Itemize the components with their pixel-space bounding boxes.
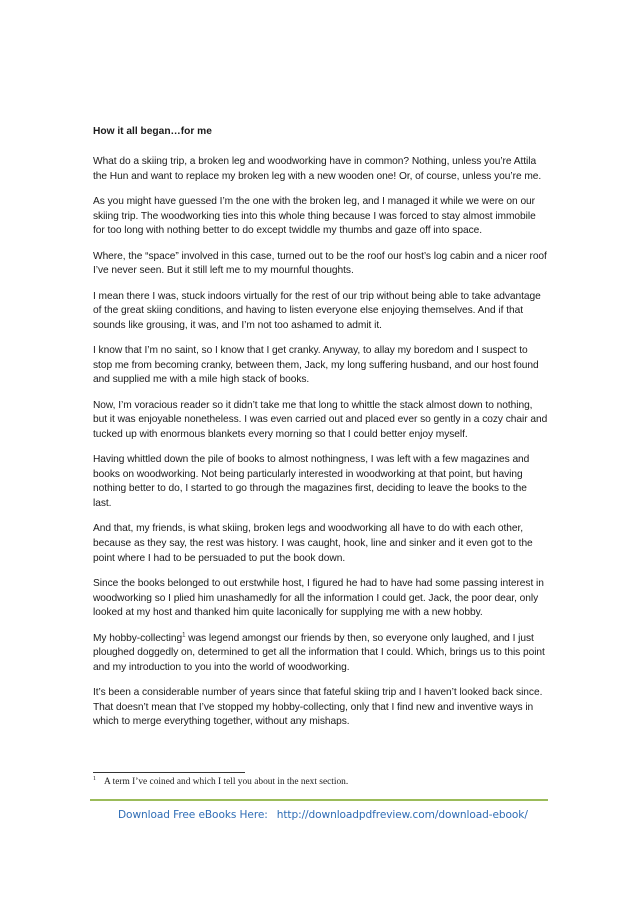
paragraph-text: was legend amongst our friends by then, so everyone only laughed, and I just ploughed doggedly on, determined to get all the information that I could. Which, brings us to this point and my introduction to you into the world of woodworking. <box>93 632 545 673</box>
footnote-mark: 1 <box>93 775 96 782</box>
document-body <box>93 125 548 730</box>
paragraph: As you might have guessed I’m the one with the broken leg, and I managed it while we were on our skiing trip. The woodworking ties into this whole thing because I was forced to stay almost immobile for too long with nothing better to do except twiddle my thumbs and gaze off into space. <box>93 195 536 237</box>
paragraph-text: My hobby-collecting <box>93 632 183 644</box>
footer-label: Download Free eBooks Here: <box>118 809 268 821</box>
footnote-separator <box>93 772 245 773</box>
footer <box>118 809 528 821</box>
paragraph: Now, I’m voracious reader so it didn’t take me that long to whittle the stack almost down to nothing, but it was enjoyable nonetheless. I was even carried out and placed ever so gently in a cozy chair and tucked up with enormous blankets every morning so that I could better enjoy myself. <box>93 399 548 440</box>
footnote <box>93 777 348 787</box>
footnote-text: A term I’ve coined and which I tell you about in the next section. <box>104 777 349 787</box>
paragraph-with-footnote <box>93 632 548 676</box>
footnote-reference[interactable]: 1 <box>182 632 186 639</box>
paragraph: And that, my friends, is what skiing, broken legs and woodworking all have to do with each other, because as they say, the rest was history. I was caught, hook, line and sinker and it even got to the point where I had to be persuaded to put the book down. <box>93 523 533 564</box>
footer-link[interactable]: http://downloadpdfreview.com/download-ebook/ <box>276 809 528 821</box>
footer-divider <box>90 799 548 801</box>
paragraph: It’s been a considerable number of years since that fateful skiing trip and I haven’t looked back since. That doesn’t mean that I’ve stopped my hobby-collecting, only that I find new and inventive ways in which to merge everything together, without any mishaps. <box>93 687 543 728</box>
paragraph: What do a skiing trip, a broken leg and woodworking have in common? Nothing, unless you’re Attila the Hun and want to replace my broken leg with a new wooden one! Or, of course, unless you’re me. <box>93 156 542 182</box>
paragraph: I mean there I was, stuck indoors virtually for the rest of our trip without being able to take advantage of the great skiing conditions, and having to listen everyone else enjoying themselves. And if that sounds like grousing, it was, and I’m not too ashamed to admit it. <box>93 290 541 331</box>
paragraph: Having whittled down the pile of books to almost nothingness, I was left with a few magazines and books on woodworking. Not being particularly interested in woodworking at that point, but having nothing better to do, I started to go through the magazines first, deciding to leave the books to the last. <box>93 454 530 510</box>
paragraph: I know that I’m no saint, so I know that I get cranky. Anyway, to allay my boredom and I suspect to stop me from becoming cranky, between them, Jack, my long suffering husband, and our host found and supplied me with a mile high stack of books. <box>93 345 539 386</box>
paragraph: Where, the “space” involved in this case, turned out to be the roof our host’s log cabin and a nicer roof I’ve never seen. But it still left me to my mournful thoughts. <box>93 250 547 277</box>
section-heading: How it all began…for me <box>93 126 212 137</box>
paragraph: Since the books belonged to out erstwhile host, I figured he had to have had some passing interest in woodworking so I plied him unashamedly for all the information I could get. Jack, the poor dear, only looked at my host and thanked him quite laconically for supplying me with a new hobby. <box>93 578 544 619</box>
